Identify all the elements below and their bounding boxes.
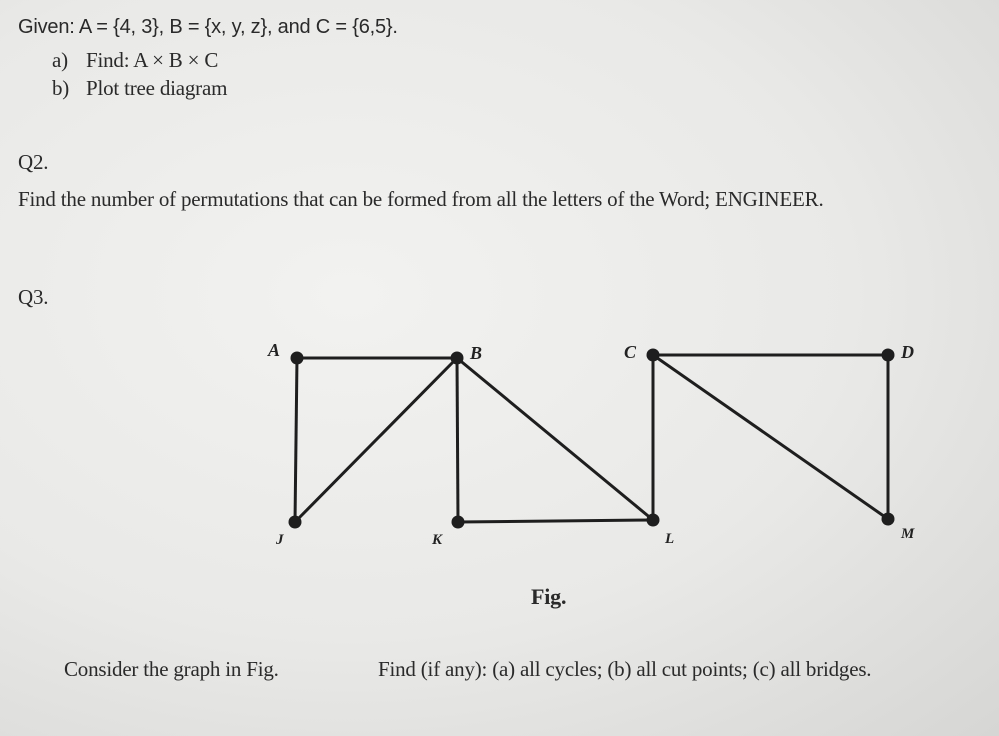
- vertex-k: [452, 516, 465, 529]
- q1-given-sets: Given: A = {4, 3}, B = {x, y, z}, and C = {6,5}.: [18, 16, 398, 38]
- edge-c-m: [653, 355, 888, 519]
- q3-consider-text: Consider the graph in Fig.: [64, 657, 279, 681]
- q2-question-text: Find the number of permutations that can be formed from all the letters of the Word; ENGINEER.: [18, 187, 824, 211]
- vertex-label-c: C: [624, 342, 637, 362]
- vertex-label-k: K: [432, 532, 443, 548]
- vertex-label-a: A: [268, 340, 281, 360]
- vertex-d: [882, 349, 895, 362]
- vertex-label-b: B: [470, 343, 483, 363]
- q2-heading: Q2.: [18, 150, 49, 174]
- vertex-c: [647, 349, 660, 362]
- edge-j-b: [295, 358, 457, 522]
- vertex-label-m: M: [901, 526, 915, 542]
- q1-part-b-text: Plot tree diagram: [86, 76, 228, 100]
- q3-task-text: Find (if any): (a) all cycles; (b) all cut points; (c) all bridges.: [378, 657, 872, 681]
- vertex-label-j: J: [276, 532, 284, 548]
- graph-vertex-labels: [267, 340, 915, 548]
- q1-part-b-marker: b): [52, 76, 70, 100]
- vertex-b: [451, 352, 464, 365]
- graph-edges: [295, 355, 888, 522]
- figure-caption: Fig.: [531, 584, 567, 609]
- q3-heading: Q3.: [18, 285, 49, 309]
- edge-b-k: [457, 358, 458, 522]
- edge-k-l: [458, 520, 653, 522]
- edge-a-j: [295, 358, 297, 522]
- vertex-a: [291, 352, 304, 365]
- vertex-label-d: D: [901, 342, 914, 362]
- q1-part-a-text: Find: A × B × C: [86, 48, 219, 72]
- edge-b-l: [457, 358, 653, 520]
- vertex-label-l: L: [665, 531, 675, 547]
- vertex-m: [882, 513, 895, 526]
- q1-part-a-marker: a): [52, 48, 68, 72]
- vertex-l: [647, 514, 660, 527]
- vertex-j: [289, 516, 302, 529]
